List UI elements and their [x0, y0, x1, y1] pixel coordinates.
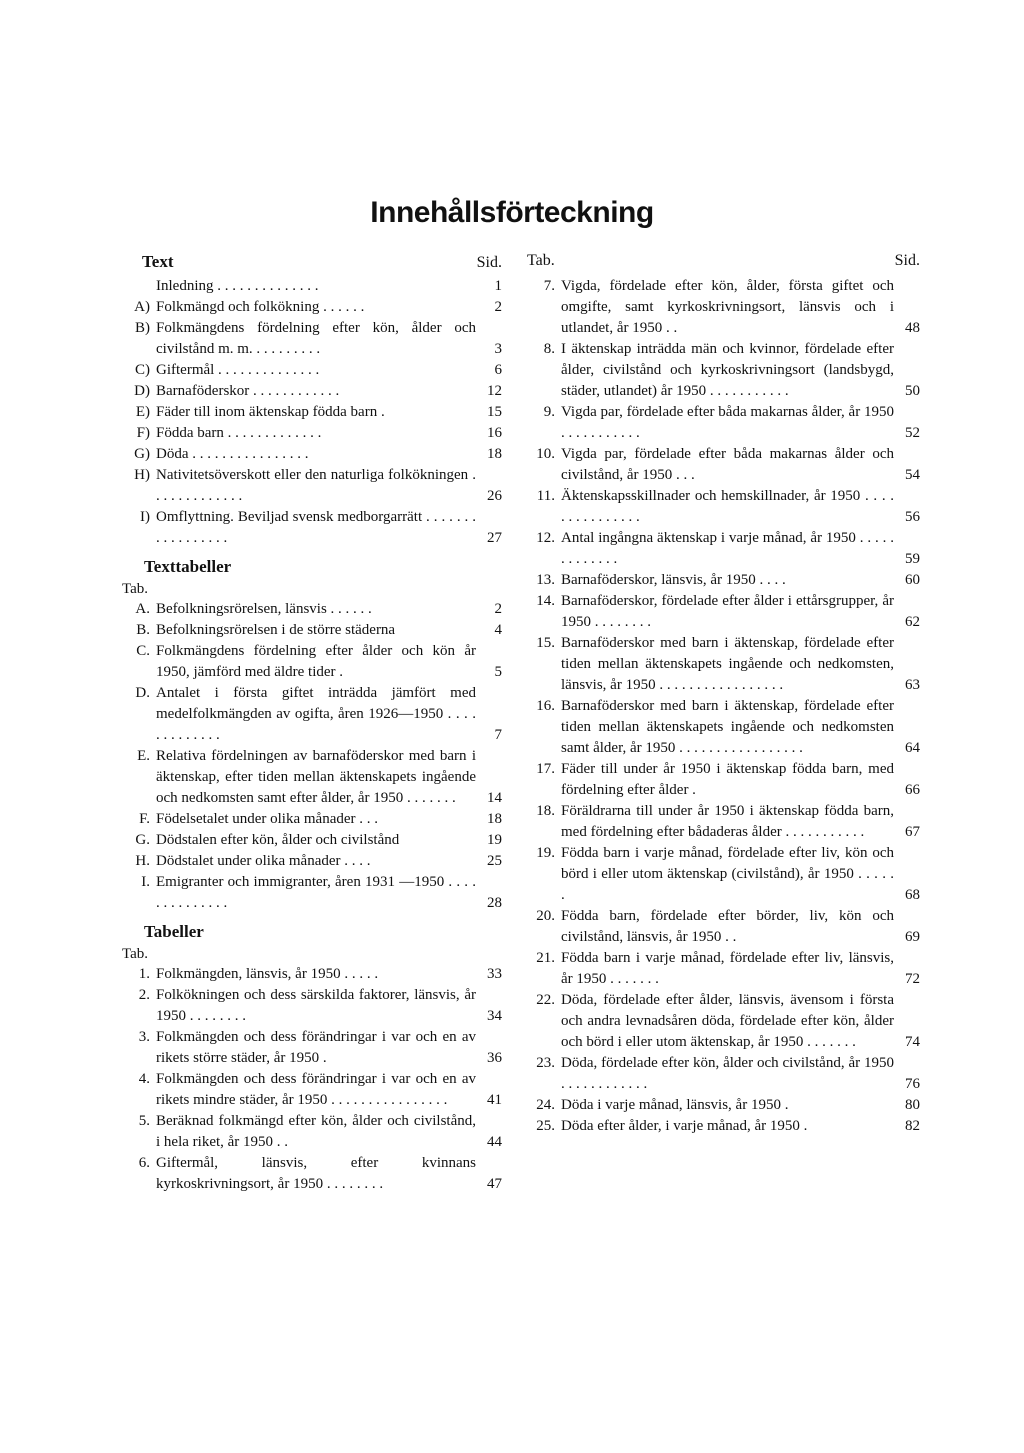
toc-entry-text: Folkmängd och folkökning . . . . . . [156, 299, 365, 315]
toc-entry-text: Folkmängden, länsvis, år 1950 . . . . . [156, 966, 379, 982]
toc-entry-label: 8. [543, 341, 555, 357]
toc-entry-text: Barnaföderskor . . . . . . . . . . . . [156, 383, 340, 399]
toc-entry-label: 6. [138, 1155, 150, 1171]
toc-entry-page: 60 [905, 572, 920, 588]
toc-entry-page: 5 [494, 664, 502, 680]
toc-entry-page: 52 [905, 425, 920, 441]
right-column-header [525, 252, 920, 276]
left-column [122, 252, 502, 1195]
toc-entry-page: 56 [905, 509, 920, 525]
toc-entry-text: Giftermål, länsvis, efter kvinnans kyrkoskrivningsort, år 1950 . . . . . . . . [156, 1155, 476, 1192]
toc-entry-text: Relativa fördelningen av barnaföderskor med barn i äktenskap, efter tiden mellan äktenskapets ingående och nedkomsten samt efter ålder, år 1950 . . . . . . . [156, 748, 476, 806]
toc-entry-text: Födelsetalet under olika månader . . . [156, 811, 379, 827]
toc-entry-page: 63 [905, 677, 920, 693]
toc-entry-page: 15 [487, 404, 502, 420]
toc-entry[interactable] [525, 1116, 920, 1137]
toc-entry-label: G. [135, 832, 150, 848]
toc-entry-label: F) [136, 425, 150, 441]
text-section-title: Text [142, 252, 174, 271]
toc-entry[interactable] [525, 801, 920, 843]
toc-entry-page: 28 [487, 895, 502, 911]
toc-entry-page: 66 [905, 782, 920, 798]
text-section-header [122, 252, 502, 276]
tabeller-title: Tabeller [144, 922, 204, 941]
toc-entry[interactable] [122, 599, 502, 620]
toc-entry[interactable] [122, 381, 502, 402]
tabeller-continued-list [525, 276, 920, 1137]
toc-entry-text: Folkmängden och dess förändringar i var och en av rikets mindre städer, år 1950 . . . . . . . . . . . . . . . . [156, 1071, 476, 1108]
toc-entry-label: D) [134, 383, 150, 399]
toc-entry-page: 33 [487, 966, 502, 982]
toc-entry-page: 82 [905, 1118, 920, 1134]
toc-entry[interactable] [525, 759, 920, 801]
tab-column-label: Tab. [122, 581, 149, 597]
toc-entry-label: I. [141, 874, 150, 890]
toc-entry[interactable] [525, 696, 920, 759]
toc-entry-label: H. [135, 853, 150, 869]
toc-entry-text: Dödstalet under olika månader . . . . [156, 853, 371, 869]
toc-entry-text: Fäder till under år 1950 i äktenskap födda barn, med fördelning efter ålder . [561, 761, 894, 798]
toc-entry-page: 14 [487, 790, 502, 806]
toc-entry-page: 25 [487, 853, 502, 869]
toc-entry[interactable] [525, 633, 920, 696]
toc-entry-label: 19. [536, 845, 555, 861]
toc-entry-page: 68 [905, 887, 920, 903]
toc-entry-label: E. [137, 748, 150, 764]
toc-entry-text: Äktenskapsskillnader och hemskillnader, år 1950 . . . . . . . . . . . . . . . [561, 488, 894, 525]
toc-entry-text: Befolkningsrörelsen, länsvis . . . . . . [156, 601, 372, 617]
toc-entry-text: Folkmängdens fördelning efter ålder och kön år 1950, jämförd med äldre tider . [156, 643, 476, 680]
toc-entry[interactable] [122, 507, 502, 549]
toc-entry-text: Barnaföderskor, fördelade efter ålder i ettårsgrupper, år 1950 . . . . . . . . [561, 593, 894, 630]
toc-entry-page: 16 [487, 425, 502, 441]
toc-entry[interactable] [122, 872, 502, 914]
toc-entry-label: 25. [536, 1118, 555, 1134]
toc-entry[interactable] [525, 843, 920, 906]
toc-entry-label: E) [135, 404, 150, 420]
toc-entry[interactable] [525, 570, 920, 591]
toc-entry-label: 3. [138, 1029, 150, 1045]
toc-entry-label: 13. [536, 572, 555, 588]
toc-entry-text: Folkmängden och dess förändringar i var och en av rikets större städer, år 1950 . [156, 1029, 476, 1066]
toc-entry-text: Döda efter ålder, i varje månad, år 1950 . [561, 1118, 808, 1134]
toc-entry-text: Vigda, fördelade efter kön, ålder, första giftet och omgifte, samt kyrkoskrivningsort, länsvis och i utlandet, år 1950 . . [561, 278, 894, 336]
toc-entry[interactable] [525, 339, 920, 402]
toc-entry[interactable] [525, 528, 920, 570]
toc-entry-text: Döda, fördelade efter kön, ålder och civilstånd, år 1950 . . . . . . . . . . . . [561, 1055, 894, 1092]
toc-entry[interactable] [122, 297, 502, 318]
toc-entry-label: B. [136, 622, 150, 638]
toc-entry-text: Antal ingångna äktenskap i varje månad, år 1950 . . . . . . . . . . . . . [561, 530, 894, 567]
toc-entry-page: 12 [487, 383, 502, 399]
text-entries-list [122, 276, 502, 549]
toc-entry-text: Antalet i första giftet inträdda jämfört med medelfolkmängden av ogifta, åren 1926—1950 . . . . . . . . . . . . . [156, 685, 476, 743]
toc-entry-text: Vigda par, fördelade efter båda makarnas ålder och civilstånd, år 1950 . . . [561, 446, 894, 483]
toc-entry-page: 62 [905, 614, 920, 630]
toc-entry-text: Nativitetsöverskott eller den naturliga folkökningen . . . . . . . . . . . . . [156, 467, 476, 504]
toc-entry-text: Omflyttning. Beviljad svensk medborgarrätt . . . . . . . . . . . . . . . . . [156, 509, 476, 546]
toc-entry[interactable] [525, 1053, 920, 1095]
toc-entry-text: I äktenskap inträdda män och kvinnor, fördelade efter ålder, civilstånd och kyrkoskrivningsort (landsbygd, städer, utlandet) år 1950 . . . . . . . . . . . [561, 341, 894, 399]
toc-entry[interactable] [525, 486, 920, 528]
toc-entry-text: Dödstalen efter kön, ålder och civilstånd [156, 832, 400, 848]
toc-entry-text: Giftermål . . . . . . . . . . . . . . [156, 362, 320, 378]
toc-entry-label: 22. [536, 992, 555, 1008]
sid-column-label: Sid. [894, 252, 920, 269]
toc-entry[interactable] [122, 360, 502, 381]
toc-entry-text: Folkmängdens fördelning efter kön, ålder och civilstånd m. m. . . . . . . . . . [156, 320, 476, 357]
toc-entry-label: D. [135, 685, 150, 701]
toc-entry-page: 74 [905, 1034, 920, 1050]
toc-entry-text: Barnaföderskor med barn i äktenskap, fördelade efter tiden mellan äktenskapets ingående och nedkomsten, länsvis, år 1950 . . . . . . . . . . . . . . . . . [561, 635, 894, 693]
toc-entry-label: 10. [536, 446, 555, 462]
right-column [525, 252, 920, 1137]
toc-entry[interactable] [122, 964, 502, 985]
toc-entry[interactable] [122, 423, 502, 444]
toc-entry-label: 14. [536, 593, 555, 609]
toc-entry-page: 1 [494, 278, 502, 294]
toc-entry-label: 7. [543, 278, 555, 294]
toc-entry[interactable] [122, 1027, 502, 1069]
toc-entry-page: 6 [494, 362, 502, 378]
toc-entry-page: 18 [487, 811, 502, 827]
toc-entry-page: 48 [905, 320, 920, 336]
toc-entry-label: I) [140, 509, 150, 525]
toc-entry-page: 47 [487, 1176, 502, 1192]
toc-entry-label: H) [134, 467, 150, 483]
toc-entry-label: 11. [536, 488, 555, 504]
tabeller-list [122, 964, 502, 1195]
toc-entry[interactable] [525, 276, 920, 339]
toc-entry[interactable] [122, 276, 502, 297]
toc-entry-page: 26 [487, 488, 502, 504]
toc-entry[interactable] [525, 444, 920, 486]
toc-entry[interactable] [122, 465, 502, 507]
toc-entry-label: 18. [536, 803, 555, 819]
toc-entry-text: Födda barn . . . . . . . . . . . . . [156, 425, 322, 441]
tab-column-label: Tab. [527, 252, 555, 269]
toc-entry-text: Födda barn i varje månad, fördelade efter liv, länsvis, år 1950 . . . . . . . [561, 950, 894, 987]
toc-entry-label: 15. [536, 635, 555, 651]
toc-entry-page: 64 [905, 740, 920, 756]
toc-entry-page: 4 [494, 622, 502, 638]
toc-entry-label: B) [135, 320, 150, 336]
toc-entry-label: G) [134, 446, 150, 462]
toc-entry[interactable] [525, 402, 920, 444]
toc-entry[interactable] [525, 1095, 920, 1116]
toc-entry-label: 21. [536, 950, 555, 966]
toc-entry-label: 20. [536, 908, 555, 924]
toc-entry[interactable] [525, 948, 920, 990]
toc-entry[interactable] [122, 683, 502, 746]
toc-entry-text: Inledning . . . . . . . . . . . . . . [156, 278, 319, 294]
toc-entry-text: Fäder till inom äktenskap födda barn . [156, 404, 385, 420]
toc-entry-page: 19 [487, 832, 502, 848]
toc-entry[interactable] [525, 591, 920, 633]
toc-entry-text: Födda barn i varje månad, fördelade efter liv, kön och börd i eller utom äktenskap (civilstånd), år 1950 . . . . . . [561, 845, 894, 903]
toc-entry-text: Barnaföderskor, länsvis, år 1950 . . . . [561, 572, 786, 588]
toc-entry[interactable] [122, 641, 502, 683]
toc-entry-text: Befolkningsrörelsen i de större städerna [156, 622, 396, 638]
toc-entry-label [122, 276, 156, 297]
toc-entry-label: A) [134, 299, 150, 315]
toc-entry-text: Döda . . . . . . . . . . . . . . . . [156, 446, 309, 462]
toc-entry-label: 12. [536, 530, 555, 546]
toc-entry-label: 4. [138, 1071, 150, 1087]
toc-entry[interactable] [122, 746, 502, 809]
texttabeller-title: Texttabeller [144, 557, 232, 576]
toc-entry-label: 23. [536, 1055, 555, 1071]
toc-entry-page: 72 [905, 971, 920, 987]
toc-entry-label: C. [136, 643, 150, 659]
toc-entry-label: F. [139, 811, 150, 827]
toc-entry-text: Döda i varje månad, länsvis, år 1950 . [561, 1097, 789, 1113]
toc-entry-text: Beräknad folkmängd efter kön, ålder och civilstånd, i hela riket, år 1950 . . [156, 1113, 476, 1150]
toc-entry[interactable] [122, 1153, 502, 1195]
toc-entry[interactable] [122, 830, 502, 851]
toc-entry-label: 9. [543, 404, 555, 420]
toc-entry-label: A. [135, 601, 150, 617]
toc-entry-page: 34 [487, 1008, 502, 1024]
toc-entry[interactable] [122, 1069, 502, 1111]
toc-entry[interactable] [525, 906, 920, 948]
toc-entry[interactable] [122, 620, 502, 641]
toc-entry-text: Födda barn, fördelade efter börder, liv, kön och civilstånd, länsvis, år 1950 . . [561, 908, 894, 945]
toc-entry[interactable] [122, 809, 502, 830]
toc-entry[interactable] [122, 318, 502, 360]
toc-entry-text: Döda, fördelade efter ålder, länsvis, ävensom i första och andra levnadsåren döda, fördelade efter kön, ålder och börd i eller utom äktenskap, år 1950 . . . . . . . [561, 992, 894, 1050]
toc-entry-page: 3 [494, 341, 502, 357]
toc-entry-text: Barnaföderskor med barn i äktenskap, fördelade efter tiden mellan äktenskapets ingående och nedkomsten samt ålder, år 1950 . . . . . . . . . . . . . . . . . [561, 698, 894, 756]
page-title: Innehållsförteckning [370, 196, 654, 229]
toc-entry-page: 2 [494, 601, 502, 617]
toc-entry-page: 59 [905, 551, 920, 567]
toc-entry[interactable] [525, 990, 920, 1053]
tab-column-label: Tab. [122, 946, 149, 962]
toc-entry-label: 17. [536, 761, 555, 777]
toc-entry-page: 76 [905, 1076, 920, 1092]
toc-entry-label: C) [135, 362, 150, 378]
toc-entry-page: 2 [494, 299, 502, 315]
toc-entry-page: 50 [905, 383, 920, 399]
toc-entry-page: 27 [487, 530, 502, 546]
toc-entry-label: 16. [536, 698, 555, 714]
toc-entry-label: 5. [138, 1113, 150, 1129]
toc-entry-page: 18 [487, 446, 502, 462]
toc-entry-text: Föräldrarna till under år 1950 i äktenskap födda barn, med fördelning efter bådaderas ålder . . . . . . . . . . . [561, 803, 894, 840]
toc-entry-page: 69 [905, 929, 920, 945]
toc-entry-label: 1. [138, 966, 150, 982]
toc-entry[interactable] [122, 402, 502, 423]
toc-entry-page: 67 [905, 824, 920, 840]
toc-entry-text: Emigranter och immigranter, åren 1931 —1950 . . . . . . . . . . . . . . [156, 874, 476, 911]
toc-entry-page: 54 [905, 467, 920, 483]
sid-column-label: Sid. [476, 254, 502, 271]
toc-entry-page: 7 [494, 727, 502, 743]
toc-entry[interactable] [122, 444, 502, 465]
toc-entry-text: Folkökningen och dess särskilda faktorer, länsvis, år 1950 . . . . . . . . [156, 987, 476, 1024]
toc-entry-page: 44 [487, 1134, 502, 1150]
toc-entry-page: 41 [487, 1092, 502, 1108]
texttabeller-list [122, 599, 502, 914]
toc-entry-label: 2. [138, 987, 150, 1003]
toc-entry[interactable] [122, 985, 502, 1027]
toc-entry-page: 36 [487, 1050, 502, 1066]
toc-entry[interactable] [122, 851, 502, 872]
toc-entry[interactable] [122, 1111, 502, 1153]
toc-entry-label: 24. [536, 1097, 555, 1113]
toc-entry-text: Vigda par, fördelade efter båda makarnas ålder, år 1950 . . . . . . . . . . . [561, 404, 894, 441]
toc-entry-page: 80 [905, 1097, 920, 1113]
